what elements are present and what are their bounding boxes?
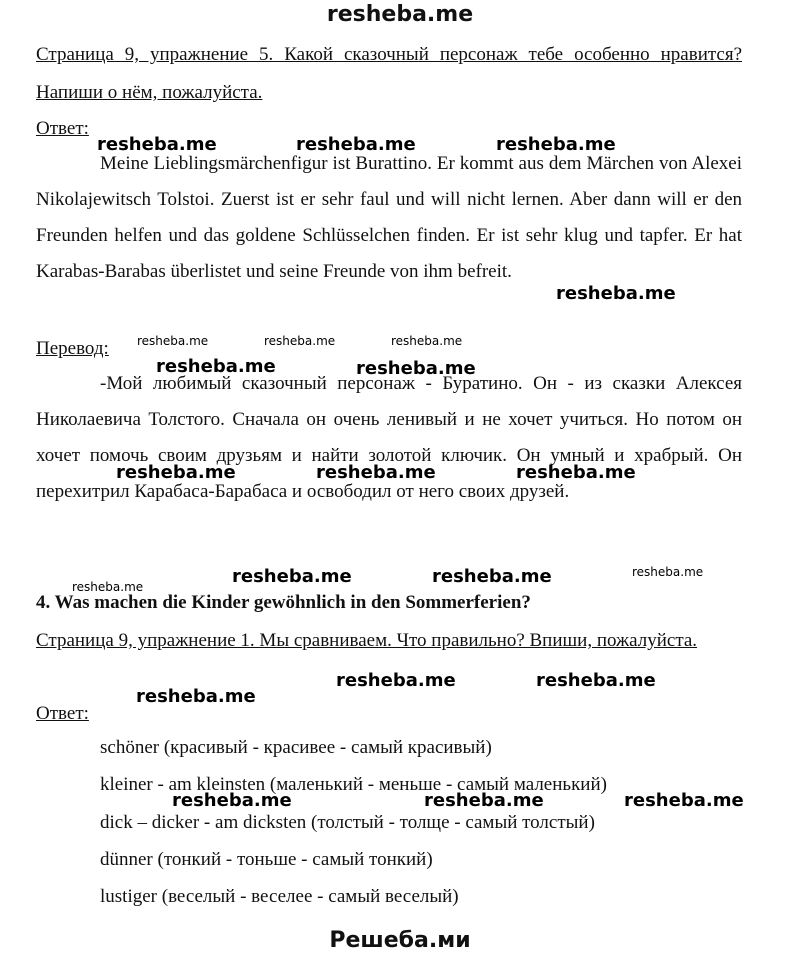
watermark: resheba.me <box>424 790 544 811</box>
watermark: resheba.me <box>391 334 463 348</box>
answer-text: Meine Lieblingsmärchenfigur ist Burattino. Er kommt aus dem Märchen von Alexei Nikolajewitsch Tolstoi. Zuerst ist er sehr faul und will nicht lernen. Aber dann will er den Freunden helfen und das goldene Schlüsselchen finden. Er ist sehr klug und tapfer. Er hat Karabas-Barabas überlistet und seine Freunde von ihm befreit. <box>36 153 742 282</box>
watermark: resheba.me <box>116 462 236 483</box>
translation-text: -Мой любимый сказочный персонаж - Буратино. Он - из сказки Алексея Николаевича Толстого. Сначала он очень ленивый и не хочет учиться. Но потом он хочет помочь своим друзьям и найти золотой ключик. Он умный и храбрый. Он перехитрил Карабаса-Барабаса и освободил от него своих друзей. <box>36 373 742 502</box>
watermark: resheba.me <box>336 670 456 691</box>
list-item: kleiner - am kleinsten (маленький - меньше - самый маленький) <box>100 774 607 795</box>
site-title: resheba.me <box>326 2 474 27</box>
answer-label: Ответ: <box>36 118 89 139</box>
list-item: schöner (красивый - красивее - самый красивый) <box>100 737 492 758</box>
watermark: resheba.me <box>624 790 744 811</box>
watermark: resheba.me <box>97 134 217 155</box>
watermark: resheba.me <box>632 565 704 579</box>
exercise-5-task: Страница 9, упражнение 5. Какой сказочный персонаж тебе особенно нравится? Напиши о нём, пожалуйста. <box>36 44 742 103</box>
watermark: resheba.me <box>264 334 336 348</box>
section-4-heading: 4. Was machen die Kinder gewöhnlich in den Sommerferien? <box>36 592 531 613</box>
watermark: resheba.me <box>296 134 416 155</box>
watermark: resheba.me <box>316 462 436 483</box>
watermark: resheba.me <box>136 686 256 707</box>
watermark: resheba.me <box>496 134 616 155</box>
footer-site: Решеба.ми <box>329 928 471 953</box>
watermark: resheba.me <box>137 334 209 348</box>
watermark: resheba.me <box>432 566 552 587</box>
list-item: dick – dicker - am dicksten (толстый - толще - самый толстый) <box>100 812 595 833</box>
watermark: resheba.me <box>556 283 676 304</box>
watermark: resheba.me <box>232 566 352 587</box>
exercise-1-task: Страница 9, упражнение 1. Мы сравниваем. Что правильно? Впиши, пожалуйста. <box>36 630 698 651</box>
watermark: resheba.me <box>156 356 276 377</box>
answer-label-2: Ответ: <box>36 703 89 724</box>
watermark: resheba.me <box>516 462 636 483</box>
watermark: resheba.me <box>356 358 476 379</box>
watermark: resheba.me <box>72 580 144 594</box>
watermark: resheba.me <box>172 790 292 811</box>
list-item: lustiger (веселый - веселее - самый веселый) <box>100 886 459 907</box>
list-item: dünner (тонкий - тоньше - самый тонкий) <box>100 849 433 870</box>
translation-label: Перевод: <box>36 338 109 359</box>
watermark: resheba.me <box>536 670 656 691</box>
